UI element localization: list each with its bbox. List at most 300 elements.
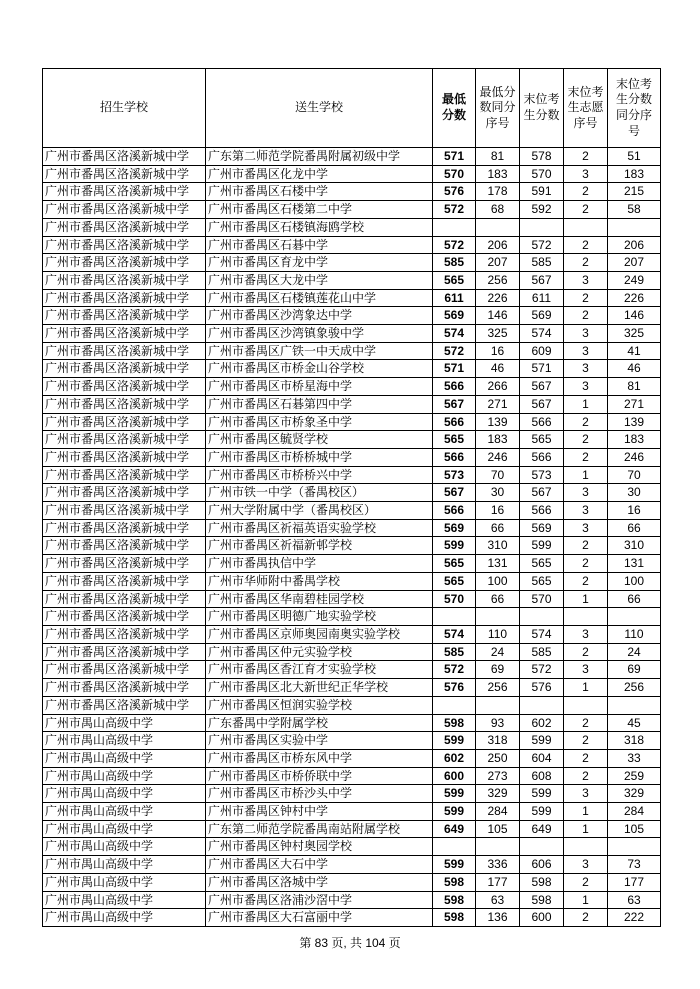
cell-sending-school: 广州市番禺区钟村奥园学校 — [206, 838, 433, 856]
table-row — [43, 218, 661, 236]
cell-last-candidate-score-tie-rank — [608, 218, 661, 236]
cell-sending-school: 广州市番禺区大石中学 — [206, 856, 433, 874]
cell-last-candidate-preference — [564, 218, 608, 236]
cell-last-candidate-score-tie-rank: 284 — [608, 803, 661, 821]
cell-recruiting-school: 广州市番禺区洛溪新城中学 — [43, 608, 206, 626]
cell-last-candidate-score: 567 — [520, 271, 564, 289]
cell-last-candidate-preference: 2 — [564, 873, 608, 891]
cell-last-candidate-score-tie-rank: 226 — [608, 289, 661, 307]
cell-min-score-tie-rank: 206 — [476, 236, 520, 254]
table-row — [43, 519, 661, 537]
cell-min-score: 566 — [433, 502, 476, 520]
cell-last-candidate-score: 573 — [520, 466, 564, 484]
cell-last-candidate-score: 609 — [520, 342, 564, 360]
cell-sending-school: 广州市番禺区市桥金山谷学校 — [206, 360, 433, 378]
admission-score-table — [42, 68, 661, 927]
cell-last-candidate-score-tie-rank: 310 — [608, 537, 661, 555]
cell-min-score: 567 — [433, 395, 476, 413]
table-row — [43, 696, 661, 714]
cell-sending-school: 广州市番禺执信中学 — [206, 555, 433, 573]
table-row — [43, 148, 661, 166]
cell-min-score-tie-rank: 146 — [476, 307, 520, 325]
cell-min-score-tie-rank: 70 — [476, 466, 520, 484]
cell-recruiting-school: 广州市番禺区洛溪新城中学 — [43, 661, 206, 679]
cell-last-candidate-score: 602 — [520, 714, 564, 732]
cell-recruiting-school: 广州市番禺区洛溪新城中学 — [43, 307, 206, 325]
cell-last-candidate-preference: 1 — [564, 679, 608, 697]
header-last-candidate-score: 末位考生分数 — [520, 69, 564, 148]
table-row — [43, 431, 661, 449]
cell-last-candidate-preference: 2 — [564, 537, 608, 555]
cell-min-score-tie-rank: 139 — [476, 413, 520, 431]
cell-last-candidate-preference: 2 — [564, 448, 608, 466]
cell-last-candidate-score-tie-rank: 41 — [608, 342, 661, 360]
header-min-score: 最低分数 — [433, 69, 476, 148]
cell-min-score-tie-rank: 329 — [476, 785, 520, 803]
cell-last-candidate-preference: 3 — [564, 360, 608, 378]
cell-last-candidate-score-tie-rank: 16 — [608, 502, 661, 520]
cell-last-candidate-preference: 3 — [564, 502, 608, 520]
cell-last-candidate-preference: 2 — [564, 431, 608, 449]
cell-last-candidate-preference: 3 — [564, 165, 608, 183]
cell-sending-school: 广州市番禺区石楼中学 — [206, 183, 433, 201]
cell-last-candidate-preference: 2 — [564, 714, 608, 732]
cell-sending-school: 广州市番禺区祈福新邨学校 — [206, 537, 433, 555]
cell-min-score-tie-rank: 110 — [476, 625, 520, 643]
cell-sending-school: 广州市番禺区市桥星海中学 — [206, 378, 433, 396]
cell-sending-school: 广州市番禺区大石富丽中学 — [206, 909, 433, 927]
cell-last-candidate-score: 570 — [520, 590, 564, 608]
cell-sending-school: 广州市番禺区北大新世纪正华学校 — [206, 679, 433, 697]
cell-recruiting-school: 广州市番禺区洛溪新城中学 — [43, 148, 206, 166]
cell-last-candidate-score: 565 — [520, 431, 564, 449]
cell-recruiting-school: 广州市番禺区洛溪新城中学 — [43, 625, 206, 643]
cell-sending-school: 广州市番禺区华南碧桂园学校 — [206, 590, 433, 608]
cell-recruiting-school: 广州市禺山高级中学 — [43, 803, 206, 821]
cell-recruiting-school: 广州市禺山高级中学 — [43, 785, 206, 803]
cell-min-score-tie-rank: 24 — [476, 643, 520, 661]
cell-sending-school: 广州市番禺区恒润实验学校 — [206, 696, 433, 714]
cell-min-score: 598 — [433, 873, 476, 891]
cell-min-score: 599 — [433, 856, 476, 874]
cell-last-candidate-preference: 3 — [564, 519, 608, 537]
cell-min-score-tie-rank: 310 — [476, 537, 520, 555]
cell-last-candidate-score-tie-rank: 222 — [608, 909, 661, 927]
cell-recruiting-school: 广州市番禺区洛溪新城中学 — [43, 555, 206, 573]
cell-last-candidate-preference: 2 — [564, 643, 608, 661]
cell-last-candidate-score: 570 — [520, 165, 564, 183]
cell-last-candidate-score-tie-rank: 131 — [608, 555, 661, 573]
cell-last-candidate-score: 576 — [520, 679, 564, 697]
cell-min-score: 570 — [433, 590, 476, 608]
cell-recruiting-school: 广州市番禺区洛溪新城中学 — [43, 183, 206, 201]
cell-min-score: 585 — [433, 254, 476, 272]
cell-recruiting-school: 广州市番禺区洛溪新城中学 — [43, 448, 206, 466]
cell-sending-school: 广州市番禺区沙湾镇象骏中学 — [206, 325, 433, 343]
cell-sending-school: 广州市番禺区洛浦沙滘中学 — [206, 891, 433, 909]
cell-min-score-tie-rank: 271 — [476, 395, 520, 413]
cell-min-score-tie-rank: 266 — [476, 378, 520, 396]
cell-last-candidate-preference: 2 — [564, 254, 608, 272]
cell-last-candidate-score: 608 — [520, 767, 564, 785]
cell-min-score-tie-rank: 336 — [476, 856, 520, 874]
cell-min-score: 602 — [433, 749, 476, 767]
cell-min-score — [433, 696, 476, 714]
cell-recruiting-school: 广州市番禺区洛溪新城中学 — [43, 643, 206, 661]
cell-recruiting-school: 广州市禺山高级中学 — [43, 749, 206, 767]
cell-last-candidate-score: 571 — [520, 360, 564, 378]
cell-last-candidate-score-tie-rank: 271 — [608, 395, 661, 413]
cell-recruiting-school: 广州市番禺区洛溪新城中学 — [43, 271, 206, 289]
cell-last-candidate-score: 574 — [520, 325, 564, 343]
table-row — [43, 590, 661, 608]
cell-last-candidate-score-tie-rank: 318 — [608, 732, 661, 750]
cell-last-candidate-preference: 3 — [564, 325, 608, 343]
cell-last-candidate-preference: 1 — [564, 395, 608, 413]
cell-min-score-tie-rank: 256 — [476, 679, 520, 697]
cell-recruiting-school: 广州市禺山高级中学 — [43, 714, 206, 732]
cell-min-score-tie-rank: 177 — [476, 873, 520, 891]
page-footer: 第 83 页, 共 104 页 — [299, 936, 401, 950]
cell-recruiting-school: 广州市番禺区洛溪新城中学 — [43, 360, 206, 378]
cell-last-candidate-score: 611 — [520, 289, 564, 307]
cell-sending-school: 广州市番禺区毓贤学校 — [206, 431, 433, 449]
cell-last-candidate-score — [520, 608, 564, 626]
cell-last-candidate-score-tie-rank: 81 — [608, 378, 661, 396]
cell-last-candidate-preference: 1 — [564, 590, 608, 608]
cell-last-candidate-score: 591 — [520, 183, 564, 201]
table-row — [43, 537, 661, 555]
cell-last-candidate-score-tie-rank: 24 — [608, 643, 661, 661]
cell-sending-school: 广州市番禺区市桥桥兴中学 — [206, 466, 433, 484]
cell-min-score: 571 — [433, 360, 476, 378]
cell-last-candidate-score-tie-rank: 207 — [608, 254, 661, 272]
cell-recruiting-school: 广州市禺山高级中学 — [43, 732, 206, 750]
cell-sending-school: 广州市番禺区钟村中学 — [206, 803, 433, 821]
table-row — [43, 767, 661, 785]
cell-last-candidate-score-tie-rank: 110 — [608, 625, 661, 643]
header-last-candidate-preference: 末位考生志愿序号 — [564, 69, 608, 148]
cell-last-candidate-preference: 1 — [564, 803, 608, 821]
table-row — [43, 236, 661, 254]
cell-min-score: 569 — [433, 519, 476, 537]
cell-min-score: 572 — [433, 661, 476, 679]
cell-min-score-tie-rank — [476, 608, 520, 626]
header-last-candidate-score-tie-rank: 末位考生分数同分序号 — [608, 69, 661, 148]
cell-min-score-tie-rank — [476, 696, 520, 714]
cell-min-score: 598 — [433, 909, 476, 927]
cell-min-score-tie-rank: 30 — [476, 484, 520, 502]
admission-table-body — [43, 148, 661, 927]
cell-last-candidate-preference: 1 — [564, 820, 608, 838]
cell-sending-school: 广州市番禺区石楼第二中学 — [206, 201, 433, 219]
cell-min-score-tie-rank: 318 — [476, 732, 520, 750]
cell-min-score: 599 — [433, 785, 476, 803]
cell-min-score-tie-rank: 16 — [476, 342, 520, 360]
cell-last-candidate-score — [520, 218, 564, 236]
table-row — [43, 466, 661, 484]
cell-last-candidate-score-tie-rank: 177 — [608, 873, 661, 891]
cell-min-score-tie-rank: 226 — [476, 289, 520, 307]
table-row — [43, 714, 661, 732]
cell-min-score-tie-rank: 273 — [476, 767, 520, 785]
cell-last-candidate-score-tie-rank: 100 — [608, 572, 661, 590]
cell-recruiting-school: 广州市番禺区洛溪新城中学 — [43, 502, 206, 520]
cell-last-candidate-score: 569 — [520, 519, 564, 537]
header-recruiting-school: 招生学校 — [43, 69, 206, 148]
cell-last-candidate-preference: 3 — [564, 271, 608, 289]
cell-min-score-tie-rank: 68 — [476, 201, 520, 219]
cell-last-candidate-preference: 3 — [564, 856, 608, 874]
cell-sending-school: 广州市番禺区石碁中学 — [206, 236, 433, 254]
table-row — [43, 271, 661, 289]
cell-recruiting-school: 广州市番禺区洛溪新城中学 — [43, 590, 206, 608]
table-row — [43, 572, 661, 590]
cell-min-score: 599 — [433, 537, 476, 555]
cell-last-candidate-score: 598 — [520, 873, 564, 891]
cell-last-candidate-score: 585 — [520, 643, 564, 661]
cell-last-candidate-score: 600 — [520, 909, 564, 927]
cell-last-candidate-score-tie-rank: 325 — [608, 325, 661, 343]
cell-min-score: 585 — [433, 643, 476, 661]
cell-last-candidate-preference: 2 — [564, 183, 608, 201]
cell-last-candidate-score: 606 — [520, 856, 564, 874]
cell-last-candidate-score-tie-rank: 246 — [608, 448, 661, 466]
cell-last-candidate-score-tie-rank: 45 — [608, 714, 661, 732]
cell-last-candidate-score-tie-rank: 256 — [608, 679, 661, 697]
cell-min-score: 574 — [433, 625, 476, 643]
cell-sending-school: 广州市番禺区市桥沙头中学 — [206, 785, 433, 803]
cell-min-score-tie-rank: 246 — [476, 448, 520, 466]
cell-last-candidate-score: 599 — [520, 732, 564, 750]
cell-last-candidate-score-tie-rank: 329 — [608, 785, 661, 803]
cell-last-candidate-score-tie-rank: 69 — [608, 661, 661, 679]
cell-last-candidate-score: 566 — [520, 502, 564, 520]
cell-recruiting-school: 广州市番禺区洛溪新城中学 — [43, 537, 206, 555]
cell-recruiting-school: 广州市禺山高级中学 — [43, 838, 206, 856]
cell-last-candidate-score-tie-rank — [608, 696, 661, 714]
cell-min-score: 572 — [433, 201, 476, 219]
cell-last-candidate-preference: 1 — [564, 891, 608, 909]
table-row — [43, 891, 661, 909]
table-row — [43, 378, 661, 396]
cell-recruiting-school: 广州市番禺区洛溪新城中学 — [43, 236, 206, 254]
cell-last-candidate-score-tie-rank: 206 — [608, 236, 661, 254]
table-row — [43, 413, 661, 431]
cell-min-score-tie-rank: 284 — [476, 803, 520, 821]
cell-last-candidate-score-tie-rank: 66 — [608, 519, 661, 537]
cell-sending-school: 广州市番禺区沙湾象达中学 — [206, 307, 433, 325]
table-row — [43, 289, 661, 307]
cell-last-candidate-score-tie-rank: 139 — [608, 413, 661, 431]
cell-last-candidate-score-tie-rank: 183 — [608, 165, 661, 183]
cell-sending-school: 广州市番禺区石楼镇莲花山中学 — [206, 289, 433, 307]
header-sending-school: 送生学校 — [206, 69, 433, 148]
cell-last-candidate-score: 599 — [520, 803, 564, 821]
cell-last-candidate-score-tie-rank — [608, 838, 661, 856]
cell-min-score-tie-rank: 93 — [476, 714, 520, 732]
cell-recruiting-school: 广州市禺山高级中学 — [43, 767, 206, 785]
cell-sending-school: 广州市番禺区京师奥园南奥实验学校 — [206, 625, 433, 643]
cell-sending-school: 广州市番禺区市桥象圣中学 — [206, 413, 433, 431]
cell-recruiting-school: 广州市番禺区洛溪新城中学 — [43, 572, 206, 590]
cell-last-candidate-preference: 2 — [564, 572, 608, 590]
cell-sending-school: 广州市番禺区香江育才实验学校 — [206, 661, 433, 679]
cell-last-candidate-score-tie-rank: 249 — [608, 271, 661, 289]
cell-min-score-tie-rank: 183 — [476, 431, 520, 449]
table-row — [43, 732, 661, 750]
cell-min-score: 576 — [433, 679, 476, 697]
cell-min-score: 572 — [433, 342, 476, 360]
cell-min-score: 566 — [433, 448, 476, 466]
table-row — [43, 643, 661, 661]
cell-min-score — [433, 838, 476, 856]
cell-last-candidate-score: 567 — [520, 378, 564, 396]
cell-min-score-tie-rank: 256 — [476, 271, 520, 289]
table-row — [43, 555, 661, 573]
cell-recruiting-school: 广州市番禺区洛溪新城中学 — [43, 696, 206, 714]
cell-last-candidate-score: 574 — [520, 625, 564, 643]
cell-last-candidate-score: 572 — [520, 236, 564, 254]
cell-sending-school: 广东第二师范学院番禺南站附属学校 — [206, 820, 433, 838]
cell-min-score: 600 — [433, 767, 476, 785]
cell-recruiting-school: 广州市番禺区洛溪新城中学 — [43, 254, 206, 272]
cell-min-score-tie-rank: 131 — [476, 555, 520, 573]
cell-last-candidate-preference: 2 — [564, 732, 608, 750]
cell-last-candidate-score: 566 — [520, 448, 564, 466]
cell-recruiting-school: 广州市禺山高级中学 — [43, 891, 206, 909]
cell-last-candidate-preference — [564, 608, 608, 626]
cell-recruiting-school: 广州市番禺区洛溪新城中学 — [43, 466, 206, 484]
cell-recruiting-school: 广州市番禺区洛溪新城中学 — [43, 378, 206, 396]
cell-min-score: 598 — [433, 891, 476, 909]
cell-last-candidate-preference: 2 — [564, 148, 608, 166]
table-row — [43, 395, 661, 413]
cell-last-candidate-score-tie-rank: 105 — [608, 820, 661, 838]
cell-last-candidate-score: 592 — [520, 201, 564, 219]
cell-min-score-tie-rank: 178 — [476, 183, 520, 201]
cell-last-candidate-score: 566 — [520, 413, 564, 431]
cell-min-score-tie-rank: 105 — [476, 820, 520, 838]
header-row — [43, 69, 661, 148]
cell-recruiting-school: 广州市番禺区洛溪新城中学 — [43, 413, 206, 431]
cell-last-candidate-preference: 2 — [564, 201, 608, 219]
cell-recruiting-school: 广州市禺山高级中学 — [43, 820, 206, 838]
cell-last-candidate-score — [520, 696, 564, 714]
cell-sending-school: 广州市番禺区石楼镇海鸥学校 — [206, 218, 433, 236]
cell-sending-school: 广州市铁一中学（番禺校区） — [206, 484, 433, 502]
cell-last-candidate-score: 604 — [520, 749, 564, 767]
cell-min-score-tie-rank: 69 — [476, 661, 520, 679]
cell-min-score — [433, 218, 476, 236]
cell-min-score-tie-rank — [476, 218, 520, 236]
cell-min-score-tie-rank: 81 — [476, 148, 520, 166]
cell-recruiting-school: 广州市禺山高级中学 — [43, 909, 206, 927]
cell-recruiting-school: 广州市番禺区洛溪新城中学 — [43, 218, 206, 236]
cell-sending-school: 广州市番禺区洛城中学 — [206, 873, 433, 891]
cell-last-candidate-score-tie-rank: 146 — [608, 307, 661, 325]
cell-last-candidate-score-tie-rank: 63 — [608, 891, 661, 909]
cell-min-score-tie-rank: 63 — [476, 891, 520, 909]
cell-min-score-tie-rank — [476, 838, 520, 856]
table-row — [43, 254, 661, 272]
cell-last-candidate-score: 599 — [520, 537, 564, 555]
cell-min-score: 570 — [433, 165, 476, 183]
cell-last-candidate-score-tie-rank: 73 — [608, 856, 661, 874]
cell-sending-school: 广州市番禺区明德广地实验学校 — [206, 608, 433, 626]
cell-last-candidate-score: 585 — [520, 254, 564, 272]
cell-last-candidate-score: 567 — [520, 395, 564, 413]
cell-last-candidate-preference: 2 — [564, 767, 608, 785]
cell-last-candidate-score: 565 — [520, 572, 564, 590]
cell-sending-school: 广州市华师附中番禺学校 — [206, 572, 433, 590]
cell-min-score: 571 — [433, 148, 476, 166]
cell-recruiting-school: 广州市番禺区洛溪新城中学 — [43, 679, 206, 697]
cell-min-score: 573 — [433, 466, 476, 484]
cell-last-candidate-score-tie-rank: 259 — [608, 767, 661, 785]
cell-last-candidate-score-tie-rank: 66 — [608, 590, 661, 608]
table-row — [43, 342, 661, 360]
cell-min-score: 566 — [433, 413, 476, 431]
cell-min-score: 567 — [433, 484, 476, 502]
cell-last-candidate-score: 598 — [520, 891, 564, 909]
cell-sending-school: 广州市番禺区大龙中学 — [206, 271, 433, 289]
cell-sending-school: 广州市番禺区市桥桥城中学 — [206, 448, 433, 466]
cell-last-candidate-preference: 2 — [564, 289, 608, 307]
cell-sending-school: 广州市番禺区化龙中学 — [206, 165, 433, 183]
cell-recruiting-school: 广州市番禺区洛溪新城中学 — [43, 519, 206, 537]
cell-min-score: 576 — [433, 183, 476, 201]
cell-sending-school: 广东第二师范学院番禺附属初级中学 — [206, 148, 433, 166]
cell-last-candidate-score — [520, 838, 564, 856]
cell-last-candidate-preference: 2 — [564, 307, 608, 325]
cell-min-score: 599 — [433, 732, 476, 750]
cell-last-candidate-score: 578 — [520, 148, 564, 166]
cell-min-score-tie-rank: 250 — [476, 749, 520, 767]
table-row — [43, 608, 661, 626]
cell-last-candidate-score-tie-rank — [608, 608, 661, 626]
cell-last-candidate-preference: 2 — [564, 236, 608, 254]
cell-last-candidate-score: 649 — [520, 820, 564, 838]
cell-recruiting-school: 广州市番禺区洛溪新城中学 — [43, 342, 206, 360]
cell-recruiting-school: 广州市番禺区洛溪新城中学 — [43, 431, 206, 449]
cell-min-score: 572 — [433, 236, 476, 254]
cell-min-score: 565 — [433, 271, 476, 289]
cell-last-candidate-preference: 3 — [564, 785, 608, 803]
cell-sending-school: 广州大学附属中学（番禺校区） — [206, 502, 433, 520]
table-row — [43, 820, 661, 838]
cell-sending-school: 广州市番禺区石碁第四中学 — [206, 395, 433, 413]
table-row — [43, 785, 661, 803]
cell-min-score-tie-rank: 46 — [476, 360, 520, 378]
cell-sending-school: 广州市番禺区市桥东风中学 — [206, 749, 433, 767]
cell-recruiting-school: 广州市番禺区洛溪新城中学 — [43, 484, 206, 502]
table-row — [43, 325, 661, 343]
cell-last-candidate-score-tie-rank: 183 — [608, 431, 661, 449]
cell-recruiting-school: 广州市番禺区洛溪新城中学 — [43, 201, 206, 219]
table-row — [43, 749, 661, 767]
header-min-score-tie-rank: 最低分数同分序号 — [476, 69, 520, 148]
cell-sending-school: 广州市番禺区实验中学 — [206, 732, 433, 750]
cell-last-candidate-preference: 3 — [564, 661, 608, 679]
cell-last-candidate-preference: 3 — [564, 378, 608, 396]
table-row — [43, 448, 661, 466]
cell-sending-school: 广州市番禺区仲元实验学校 — [206, 643, 433, 661]
cell-min-score-tie-rank: 325 — [476, 325, 520, 343]
cell-last-candidate-score: 572 — [520, 661, 564, 679]
cell-recruiting-school: 广州市番禺区洛溪新城中学 — [43, 165, 206, 183]
cell-min-score: 611 — [433, 289, 476, 307]
